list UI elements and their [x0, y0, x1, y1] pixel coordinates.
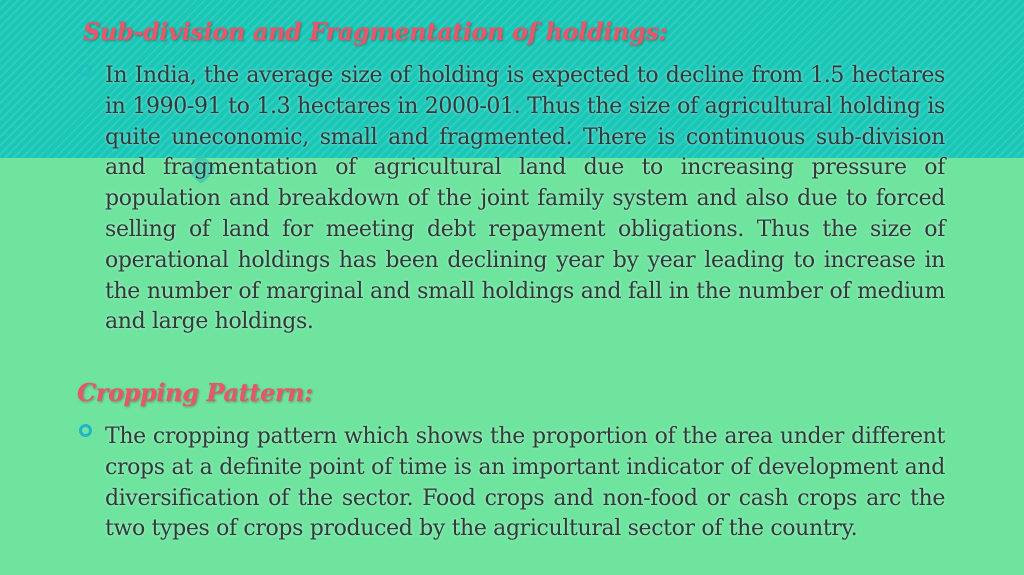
paragraph-subdivision: In India, the average size of holding is expected to decline from 1.5 hectares in 1990-91 to 1.3 hectares in 2000-01. Thus the size of agricultural holding is quite uneconomic, small and fragmented. There is continuous sub-division and fragmentation of agricultural land due to increasing pressure of population and breakdown of the joint family system and also due to forced selling of land for meeting debt repayment obligations. Thus the size of operational holdings has been declining year by year leading to increase in the number of marginal and small holdings and fall in the number of medium and large holdings.	[105, 63, 945, 335]
bullet-ring-icon	[79, 424, 92, 437]
section-heading-subdivision: Sub-division and Fragmentation of holdings:	[83, 17, 667, 46]
bullet-ring-icon	[79, 64, 92, 77]
section-heading-cropping-pattern: Cropping Pattern:	[77, 378, 313, 407]
paragraph-cropping-pattern: The cropping pattern which shows the proportion of the area under different crops at a definite point of time is an important indicator of development and diversification of the sector. Food crops and non-food or cash crops arc the two types of crops produced by the agricultural sector of the country.	[105, 424, 945, 542]
